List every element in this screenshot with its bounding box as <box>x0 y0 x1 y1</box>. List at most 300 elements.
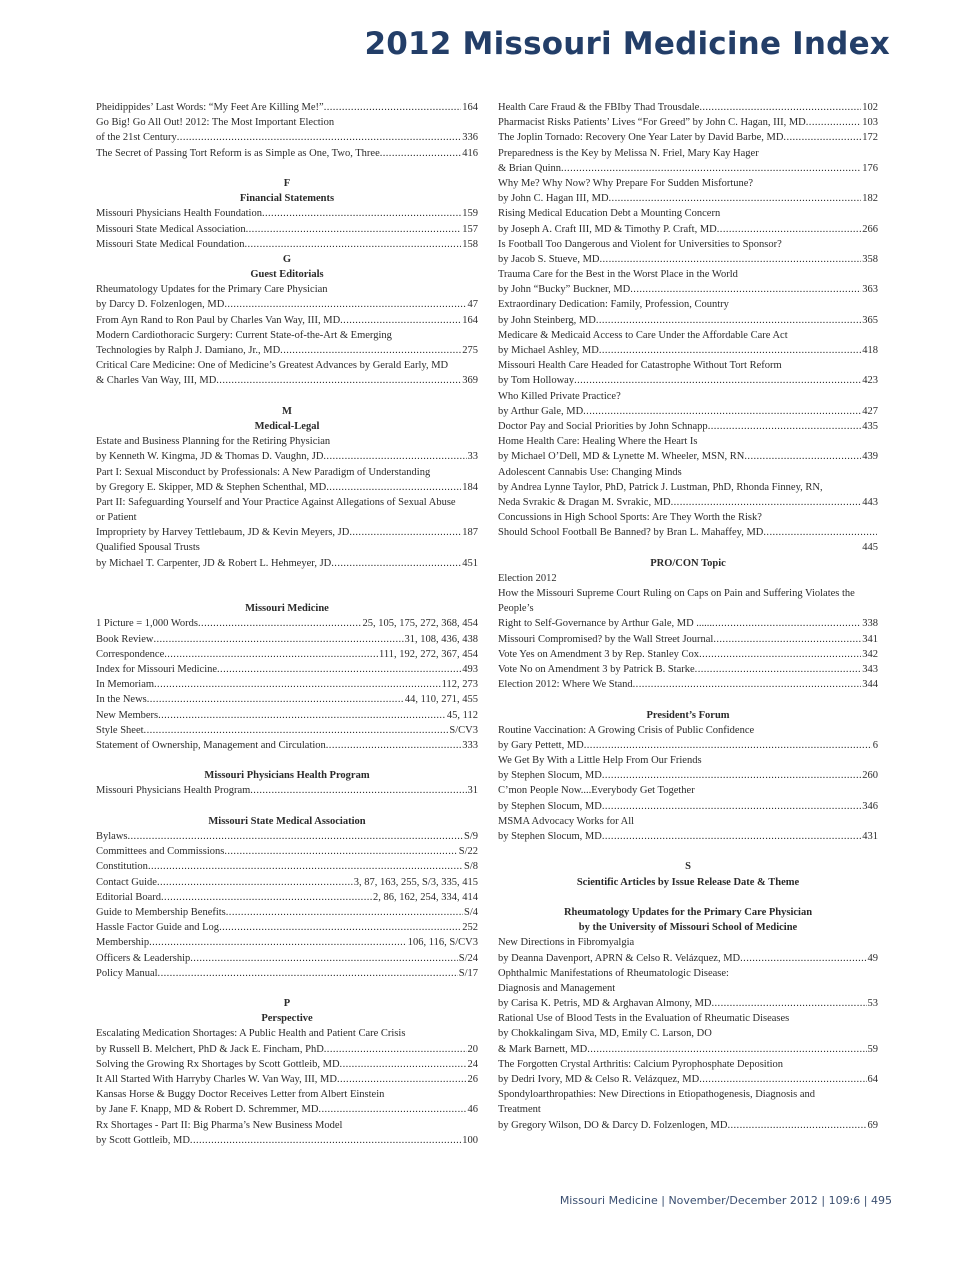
entry-page: 158 <box>462 238 478 250</box>
dot-leader <box>671 495 862 510</box>
section-heading: PRO/CON Topic <box>650 557 726 569</box>
entry-page: 106, 116, S/CV3 <box>407 937 478 949</box>
page-footer: Missouri Medicine | November/December 2012 | 109:6 | 495 <box>559 1194 892 1207</box>
entry-title: In the News <box>96 694 147 706</box>
entry-title: Should School Football Be Banned? by Bran L. Mahaffey, MD <box>498 527 764 539</box>
entry-title: Missouri Physicians Health Program <box>96 785 251 797</box>
index-entry <box>498 419 878 434</box>
dot-leader <box>699 647 861 662</box>
entry-page: 64 <box>867 1074 878 1085</box>
dot-leader <box>717 222 861 237</box>
dot-leader <box>244 237 461 252</box>
dot-leader <box>600 252 862 267</box>
entry-page: 416 <box>462 147 478 159</box>
entry-text: or Patient <box>96 512 137 524</box>
dot-leader <box>326 480 461 495</box>
entry-page: 31, 108, 436, 438 <box>404 633 478 645</box>
dot-leader <box>602 799 861 814</box>
entry-page: 26 <box>467 1074 478 1085</box>
entry-page: 69 <box>867 1119 878 1131</box>
entry-text: Preparedness is the Key by Melissa N. Friel, Mary Kay Hager <box>498 147 759 159</box>
entry-title: Membership <box>96 937 150 949</box>
entry-page: 342 <box>862 648 878 660</box>
entry-page: 369 <box>462 375 478 387</box>
entry-title: by Jacob S. Stueve, MD <box>498 253 600 265</box>
index-entry <box>96 723 478 738</box>
dot-leader <box>324 1042 467 1057</box>
entry-page: 45, 112 <box>446 709 478 721</box>
index-entry <box>96 677 478 692</box>
entry-title: by Michael Ashley, MD <box>498 345 599 356</box>
entry-text: MSMA Advocacy Works for All <box>498 815 635 827</box>
entry-text: Rheumatology Updates for the Primary Care Physician <box>96 284 328 296</box>
entry-page: 358 <box>862 253 878 265</box>
spacer <box>96 981 478 996</box>
entry-page: 336 <box>462 132 478 144</box>
dot-leader <box>224 844 457 859</box>
entry-title: Book Review <box>96 633 154 645</box>
entry-title: Statement of Ownership, Management and Circulation <box>96 739 326 751</box>
entry-title: by Stephen Slocum, MD <box>498 800 602 812</box>
entry-title: by John C. Hagan III, MD <box>498 193 609 205</box>
entry-text: Concussions in High School Sports: Are They Worth the Risk? <box>498 512 762 524</box>
entry-title: Election 2012: Where We Stand <box>498 679 633 691</box>
entry-title: by Gary Pettett, MD <box>498 739 584 751</box>
index-entry <box>498 647 878 662</box>
index-entry <box>96 829 478 844</box>
entry-page: 59 <box>867 1043 878 1055</box>
entry-page: 44, 110, 271, 455 <box>404 694 478 706</box>
index-entry <box>96 692 478 707</box>
dot-leader <box>630 282 861 297</box>
dot-leader <box>147 692 404 707</box>
index-entry <box>96 206 478 221</box>
entry-text: Spondyloarthropathies: New Directions in Etiopathogenesis, Diagnosis and <box>498 1089 815 1101</box>
entry-page: 275 <box>462 345 478 356</box>
entry-title: Right to Self-Governance by Arthur Gale, MD ...... <box>498 618 713 630</box>
index-entry <box>96 920 478 935</box>
dot-leader <box>633 677 862 692</box>
index-entry <box>498 115 878 130</box>
entry-title: by Gregory Wilson, DO & Darcy D. Folzenlogen, MD <box>498 1119 728 1131</box>
spacer <box>96 389 478 404</box>
section-letter: P <box>283 998 291 1010</box>
entry-title: by Joseph A. Craft III, MD & Timothy P. Craft, MD <box>498 223 717 235</box>
section-heading: Missouri State Medical Association <box>208 815 366 827</box>
index-entry <box>96 130 478 145</box>
entry-text: Qualified Spousal Trusts <box>96 542 200 554</box>
index-entry <box>498 222 878 237</box>
entry-page: 49 <box>867 952 878 964</box>
entry-page: 20 <box>467 1043 478 1055</box>
entry-text: Diagnosis and Management <box>498 982 616 994</box>
entry-page: 338 <box>862 618 878 630</box>
dot-leader <box>744 449 861 464</box>
entry-page: 451 <box>462 557 478 569</box>
entry-title: Committees and Commissions <box>96 846 225 858</box>
entry-title: by Stephen Slocum, MD <box>498 770 602 782</box>
index-entry <box>96 783 478 798</box>
index-column-right <box>498 100 878 1133</box>
entry-title: by Michael T. Carpenter, JD & Robert L. Hehmeyer, JD <box>96 557 332 569</box>
index-entry <box>498 404 878 419</box>
index-entry <box>96 1072 478 1087</box>
entry-text: Ophthalmic Manifestations of Rheumatologic Disease: <box>498 967 729 979</box>
dot-leader <box>596 313 861 328</box>
entry-title: Missouri Compromised? by the Wall Street Journal <box>498 633 714 645</box>
entry-page: 2, 86, 162, 254, 334, 414 <box>373 891 478 903</box>
section-letter: M <box>282 405 292 417</box>
entry-title: Style Sheet <box>96 724 144 736</box>
entry-title: Contact Guide <box>96 876 157 888</box>
entry-title: Missouri State Medical Foundation <box>96 238 245 250</box>
section-heading: Scientific Articles by Issue Release Date & Theme <box>576 876 800 888</box>
index-entry <box>96 556 478 571</box>
entry-page: 111, 192, 272, 367, 454 <box>379 648 478 660</box>
entry-title: by Stephen Slocum, MD <box>498 831 602 842</box>
index-entry <box>498 282 878 297</box>
entry-text: Who Killed Private Practice? <box>498 390 621 402</box>
entry-title: by John Steinberg, MD <box>498 314 596 326</box>
index-entry <box>96 859 478 874</box>
entry-page: S/22 <box>458 846 478 858</box>
entry-page: 431 <box>862 831 878 842</box>
index-entry <box>96 951 478 966</box>
spacer <box>96 799 478 814</box>
index-entry <box>498 191 878 206</box>
entry-text: Part II: Safeguarding Yourself and Your Practice Against Allegations of Sexual Abuse <box>96 496 456 508</box>
index-entry <box>96 890 478 905</box>
entry-page: 344 <box>862 679 878 691</box>
entry-title: It All Started With Harryby Charles W. Van Way, III, MD <box>96 1074 337 1085</box>
index-entry <box>498 738 878 753</box>
index-entry <box>96 844 478 859</box>
entry-page: 346 <box>862 800 878 812</box>
entry-page: S/24 <box>458 952 478 964</box>
section-heading: Perspective <box>261 1013 313 1025</box>
entry-text: Election 2012 <box>498 572 557 584</box>
entry-text: Rx Shortages - Part II: Big Pharma’s New Business Model <box>96 1119 343 1131</box>
entry-text: by Andrea Lynne Taylor, PhD, Patrick J. Lustman, PhD, Rhonda Finney, RN, <box>498 481 823 493</box>
index-entry <box>498 677 878 692</box>
index-entry <box>96 343 478 358</box>
dot-leader <box>216 373 461 388</box>
entry-page: S/4 <box>463 906 478 918</box>
entry-title: In Memoriam <box>96 679 155 691</box>
entry-text: Treatment <box>498 1104 541 1116</box>
index-entry <box>96 525 478 540</box>
entry-title: Technologies by Ralph J. Damiano, Jr., MD <box>96 345 281 356</box>
entry-page: 418 <box>862 345 878 356</box>
section-heading: Guest Editorials <box>250 269 324 281</box>
spacer <box>96 586 478 601</box>
entry-text: Part I: Sexual Misconduct by Professionals: A New Paradigm of Understanding <box>96 466 431 478</box>
entry-title: of the 21st Century <box>96 132 177 144</box>
entry-text: New Directions in Fibromyalgia <box>498 937 635 949</box>
dot-leader <box>695 662 862 677</box>
entry-text: Modern Cardiothoracic Surgery: Current State-of-the-Art & Emerging <box>96 329 392 341</box>
entry-page: 172 <box>862 132 878 144</box>
entry-page: 24 <box>467 1058 478 1070</box>
entry-title: Pheidippides’ Last Words: “My Feet Are Killing Me!” <box>96 102 324 113</box>
entry-title: by Dedri Ivory, MD & Celso R. Velázquez, MD <box>498 1074 700 1085</box>
entry-page: 427 <box>862 405 878 417</box>
entry-text: We Get By With a Little Help From Our Friends <box>498 755 702 767</box>
index-entry <box>96 373 478 388</box>
section-heading: Rheumatology Updates for the Primary Care Physician <box>563 906 813 918</box>
dot-leader <box>226 905 463 920</box>
entry-title: Vote Yes on Amendment 3 by Rep. Stanley Cox <box>498 648 700 660</box>
entry-text: Extraordinary Dedication: Family, Profession, Country <box>498 299 729 311</box>
entry-page: 187 <box>462 527 478 539</box>
section-heading: Financial Statements <box>239 193 335 205</box>
entry-page: 266 <box>862 223 878 235</box>
index-entry <box>96 632 478 647</box>
entry-title: The Joplin Tornado: Recovery One Year Later by David Barbe, MD <box>498 132 784 144</box>
index-entry <box>96 738 478 753</box>
entry-page: 46 <box>467 1104 478 1116</box>
section-letter: S <box>685 861 691 873</box>
spacer <box>96 571 478 586</box>
entry-title: Constitution <box>96 861 148 873</box>
page-title: 2012 Missouri Medicine Index <box>364 26 890 62</box>
entry-page: 443 <box>862 496 878 508</box>
index-entry <box>498 768 878 783</box>
dot-leader <box>154 677 441 692</box>
index-entry <box>96 480 478 495</box>
index-entry <box>498 252 878 267</box>
index-entry <box>96 708 478 723</box>
dot-leader <box>337 1072 467 1087</box>
index-entry <box>96 1042 478 1057</box>
index-entry <box>96 966 478 981</box>
index-entry <box>96 1133 478 1148</box>
dot-leader <box>708 419 862 434</box>
entry-title: 1 Picture = 1,000 Words <box>96 618 199 630</box>
dot-leader <box>380 146 462 161</box>
entry-page: 341 <box>862 633 878 645</box>
index-entry <box>498 495 878 510</box>
entry-page: 103 <box>862 117 878 129</box>
dot-leader <box>177 130 461 145</box>
index-column-left <box>96 100 478 1148</box>
entry-title: Policy Manual <box>96 967 158 979</box>
index-entry <box>498 130 878 145</box>
entry-title: Index for Missouri Medicine <box>96 663 218 675</box>
entry-page: 176 <box>862 162 878 174</box>
index-entry <box>498 632 878 647</box>
dot-leader <box>190 1133 461 1148</box>
entry-title: Vote No on Amendment 3 by Patrick B. Starke <box>498 663 695 675</box>
index-entry <box>498 829 878 844</box>
entry-page: 31 <box>467 785 478 797</box>
dot-leader <box>198 616 361 631</box>
entry-title: & Mark Barnett, MD <box>498 1043 588 1055</box>
index-entry <box>96 100 478 115</box>
entry-text: Why Me? Why Now? Why Prepare For Sudden Misfortune? <box>498 177 754 189</box>
index-entry <box>498 1072 878 1087</box>
entry-page: 3, 87, 163, 255, S/3, 335, 415 <box>353 876 478 888</box>
dot-leader <box>326 738 461 753</box>
dot-leader <box>217 662 461 677</box>
entry-title: Officers & Leadership <box>96 952 191 964</box>
entry-page: S/9 <box>463 831 478 842</box>
dot-leader <box>190 951 457 966</box>
entry-title: Bylaws <box>96 831 128 842</box>
index-entry <box>498 951 878 966</box>
entry-page: S/17 <box>458 967 478 979</box>
entry-title: by Scott Gottleib, MD <box>96 1134 190 1146</box>
entry-title: The Secret of Passing Tort Reform is as Simple as One, Two, Three <box>96 147 380 159</box>
entry-text: Adolescent Cannabis Use: Changing Minds <box>498 466 682 478</box>
dot-leader <box>599 343 861 358</box>
entry-page: 493 <box>462 663 478 675</box>
dot-leader <box>699 1072 866 1087</box>
dot-leader <box>153 632 403 647</box>
entry-text: Medicare & Medicaid Access to Care Under the Affordable Care Act <box>498 329 788 341</box>
entry-title: by Tom Holloway <box>498 375 575 387</box>
dot-leader <box>149 935 407 950</box>
entry-text: Critical Care Medicine: One of Medicine’s Greatest Advances by Gerald Early, MD <box>96 360 449 372</box>
dot-leader <box>318 1102 466 1117</box>
entry-page: 423 <box>862 375 878 387</box>
dot-leader <box>587 1042 866 1057</box>
dot-leader <box>602 829 861 844</box>
dot-leader <box>712 996 867 1011</box>
entry-title: Editorial Board <box>96 891 162 903</box>
entry-page: 252 <box>462 922 478 934</box>
entry-title: by John “Bucky” Buckner, MD <box>498 284 631 296</box>
index-entry <box>498 525 878 540</box>
dot-leader <box>349 525 461 540</box>
section-heading: President’s Forum <box>646 709 730 721</box>
entry-title: Guide to Membership Benefits <box>96 906 226 918</box>
entry-title: by Darcy D. Folzenlogen, MD <box>96 299 225 311</box>
entry-text: Home Health Care: Healing Where the Heart Is <box>498 436 698 448</box>
index-entry <box>96 616 478 631</box>
entry-page: 164 <box>462 314 478 326</box>
entry-page: 445 <box>862 542 878 554</box>
section-heading: by the University of Missouri School of Medicine <box>578 922 798 934</box>
entry-title: Missouri Physicians Health Foundation <box>96 208 262 220</box>
index-entry <box>498 343 878 358</box>
entry-page: 260 <box>862 770 878 782</box>
entry-page: 439 <box>862 451 878 463</box>
index-entry <box>498 1118 878 1133</box>
dot-leader <box>250 783 466 798</box>
index-entry <box>96 222 478 237</box>
entry-title: Missouri State Medical Association <box>96 223 246 235</box>
entry-title: by Jane F. Knapp, MD & Robert D. Schremmer, MD <box>96 1104 319 1116</box>
dot-leader <box>331 556 461 571</box>
section-heading: Missouri Physicians Health Program <box>204 770 370 782</box>
entry-title: Impropriety by Harvey Tettlebaum, JD & Kevin Meyers, JD <box>96 527 350 539</box>
entry-page: 33 <box>467 451 478 463</box>
index-entry <box>498 161 878 176</box>
index-entry <box>96 647 478 662</box>
entry-page: 365 <box>862 314 878 326</box>
index-entry <box>498 373 878 388</box>
spacer <box>498 890 878 905</box>
index-entry <box>96 875 478 890</box>
entry-title: Doctor Pay and Social Priorities by John Schnapp <box>498 420 708 432</box>
index-entry <box>96 935 478 950</box>
dot-leader <box>161 890 372 905</box>
entry-title: Hassle Factor Guide and Log <box>96 922 220 934</box>
index-entry <box>96 313 478 328</box>
dot-leader <box>806 115 861 130</box>
entry-page: 435 <box>862 420 878 432</box>
dot-leader <box>262 206 461 221</box>
entry-page: 53 <box>867 998 878 1010</box>
entry-text: Go Big! Go All Out! 2012: The Most Important Election <box>96 117 335 129</box>
entry-page: 102 <box>862 102 878 113</box>
entry-text: Rational Use of Blood Tests in the Evaluation of Rheumatic Diseases <box>498 1013 790 1025</box>
index-entry <box>498 313 878 328</box>
spacer <box>96 161 478 176</box>
dot-leader <box>340 313 461 328</box>
entry-title: by Kenneth W. Kingma, JD & Thomas D. Vaughn, JD <box>96 451 324 463</box>
dot-leader <box>280 343 461 358</box>
dot-leader <box>246 222 462 237</box>
entry-title: & Brian Quinn <box>498 162 561 174</box>
index-entry <box>96 1102 478 1117</box>
index-entry <box>498 662 878 677</box>
index-entry <box>96 449 478 464</box>
dot-leader <box>583 404 861 419</box>
entry-title: by Gregory E. Skipper, MD & Stephen Schenthal, MD <box>96 481 327 493</box>
index-entry <box>498 616 878 631</box>
entry-title: & Charles Van Way, III, MD <box>96 375 217 387</box>
index-entry <box>96 662 478 677</box>
dot-leader <box>157 875 353 890</box>
dot-leader <box>712 616 861 631</box>
entry-title: Neda Svrakic & Dragan M. Svrakic, MD <box>498 496 671 508</box>
dot-leader <box>783 130 861 145</box>
entry-page: 184 <box>462 481 478 493</box>
entry-text: Escalating Medication Shortages: A Public Health and Patient Care Crisis <box>96 1028 406 1040</box>
dot-leader <box>144 723 449 738</box>
entry-title: by Michael O’Dell, MD & Lynette M. Wheeler, MSN, RN <box>498 451 745 463</box>
index-entry <box>96 237 478 252</box>
dot-leader <box>158 966 458 981</box>
spacer <box>96 753 478 768</box>
entry-text: Missouri Health Care Headed for Catastrophe Without Tort Reform <box>498 360 782 372</box>
index-entry <box>498 1042 878 1057</box>
entry-text: Rising Medical Education Debt a Mounting Concern <box>498 208 721 220</box>
entry-page: 6 <box>872 739 878 751</box>
index-entry <box>498 996 878 1011</box>
dot-leader <box>584 738 872 753</box>
entry-text: Kansas Horse & Buggy Doctor Receives Letter from Albert Einstein <box>96 1089 385 1101</box>
entry-page: 157 <box>462 223 478 235</box>
entry-title: by Carisa K. Petris, MD & Arghavan Almony, MD <box>498 998 712 1010</box>
entry-title: by Russell B. Melchert, PhD & Jack E. Fincham, PhD <box>96 1043 324 1055</box>
entry-page: 112, 273 <box>441 679 478 691</box>
entry-text: by Chokkalingam Siva, MD, Emily C. Larson, DO <box>498 1028 712 1040</box>
spacer <box>498 692 878 707</box>
section-letter: F <box>283 177 291 189</box>
entry-title: Correspondence <box>96 648 165 660</box>
entry-page: 47 <box>467 299 478 311</box>
index-entry <box>96 905 478 920</box>
dot-leader <box>340 1057 467 1072</box>
entry-page: 363 <box>862 284 878 296</box>
entry-text: C’mon People Now....Everybody Get Together <box>498 785 695 797</box>
dot-leader <box>224 297 466 312</box>
dot-leader <box>323 449 466 464</box>
dot-leader <box>699 100 861 115</box>
